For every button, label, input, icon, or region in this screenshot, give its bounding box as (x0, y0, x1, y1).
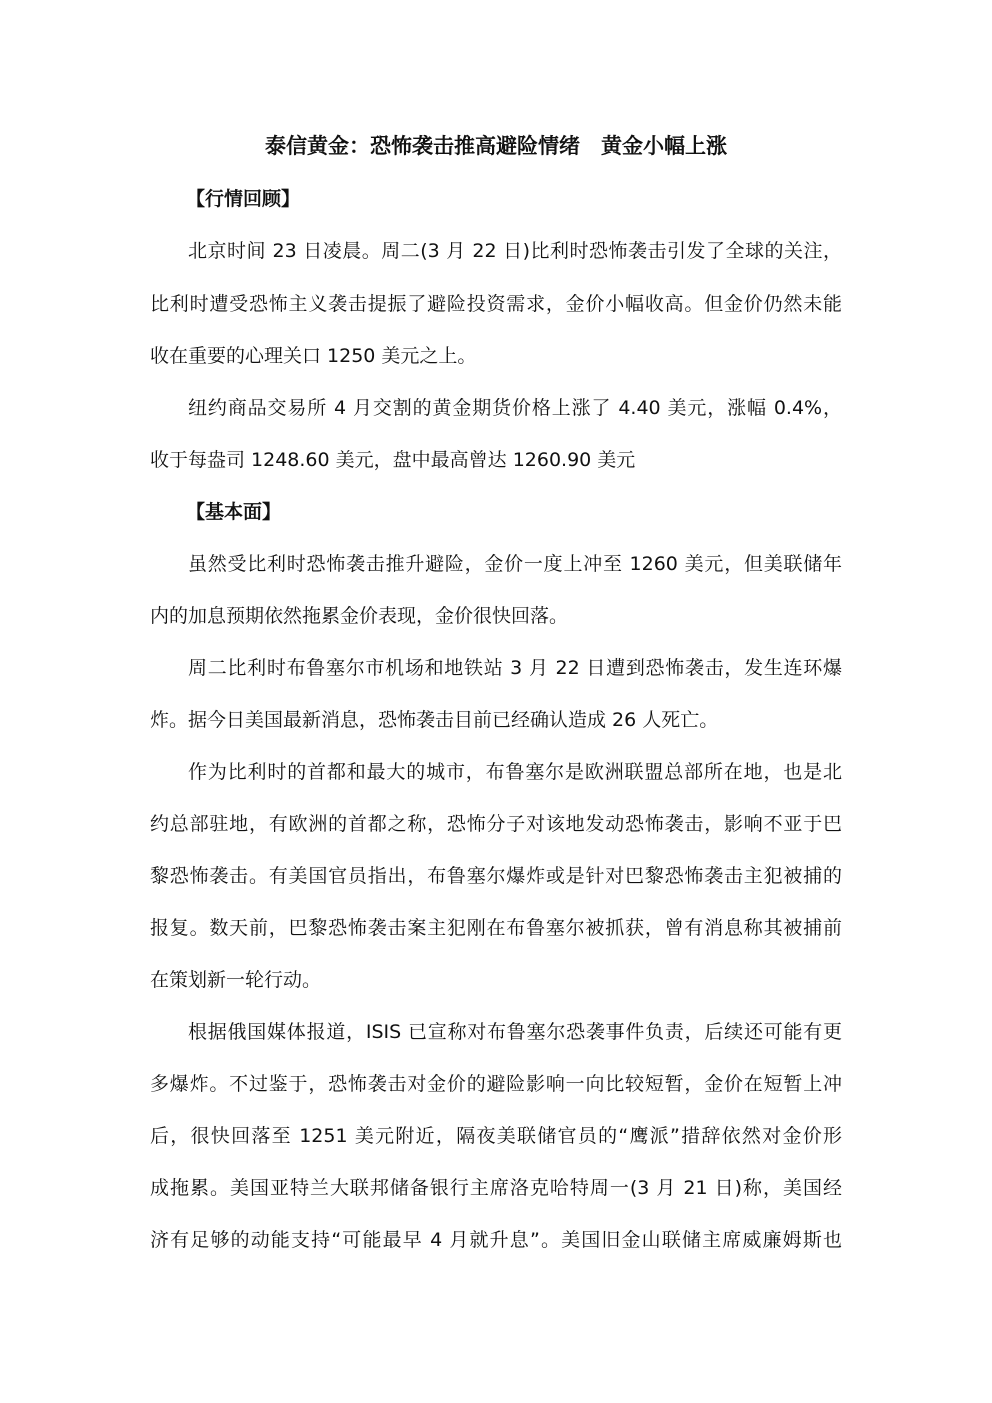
paragraph-line: 内的加息预期依然拖累金价表现，金价很快回落。 (150, 605, 569, 627)
paragraph-line: 根据俄国媒体报道，ISIS 已宣称对布鲁塞尔恐袭事件负责，后续还可能有更 (188, 1021, 842, 1043)
paragraph-line: 虽然受比利时恐怖袭击推升避险，金价一度上冲至 1260 美元，但美联储年 (188, 553, 842, 575)
paragraph-line: 纽约商品交易所 4 月交割的黄金期货价格上涨了 4.40 美元，涨幅 0.4%， (188, 397, 842, 419)
paragraph-line: 多爆炸。不过鉴于，恐怖袭击对金价的避险影响一向比较短暂，金价在短暂上冲 (150, 1073, 842, 1095)
section-heading-fundamentals: 【基本面】 (186, 501, 282, 523)
paragraph-line: 收于每盎司 1248.60 美元，盘中最高曾达 1260.90 美元 (150, 449, 636, 471)
paragraph-line: 炸。据今日美国最新消息，恐怖袭击目前已经确认造成 26 人死亡。 (150, 709, 719, 731)
paragraph-line: 作为比利时的首都和最大的城市，布鲁塞尔是欧洲联盟总部所在地，也是北 (188, 761, 842, 783)
paragraph-line: 北京时间 23 日凌晨。周二(3 月 22 日)比利时恐怖袭击引发了全球的关注， (188, 240, 842, 262)
paragraph-line: 济有足够的动能支持“可能最早 4 月就升息”。美国旧金山联储主席威廉姆斯也 (150, 1229, 842, 1251)
paragraph-line: 收在重要的心理关口 1250 美元之上。 (150, 345, 477, 367)
paragraph-line: 报复。数天前，巴黎恐怖袭击案主犯刚在布鲁塞尔被抓获，曾有消息称其被捕前 (150, 917, 842, 939)
paragraph-line: 黎恐怖袭击。有美国官员指出，布鲁塞尔爆炸或是针对巴黎恐怖袭击主犯被捕的 (150, 865, 842, 887)
paragraph-line: 后，很快回落至 1251 美元附近，隔夜美联储官员的“鹰派”措辞依然对金价形 (150, 1125, 842, 1147)
section-heading-market-review: 【行情回顾】 (186, 188, 301, 210)
paragraph-line: 成拖累。美国亚特兰大联邦储备银行主席洛克哈特周一(3 月 21 日)称，美国经 (150, 1177, 842, 1199)
paragraph-line: 比利时遭受恐怖主义袭击提振了避险投资需求，金价小幅收高。但金价仍然未能 (150, 293, 842, 315)
paragraph-line: 约总部驻地，有欧洲的首都之称，恐怖分子对该地发动恐怖袭击，影响不亚于巴 (150, 813, 842, 835)
paragraph-line: 周二比利时布鲁塞尔市机场和地铁站 3 月 22 日遭到恐怖袭击，发生连环爆 (188, 657, 842, 679)
document-title: 泰信黄金：恐怖袭击推高避险情绪 黄金小幅上涨 (265, 134, 727, 158)
paragraph-line: 在策划新一轮行动。 (150, 969, 322, 991)
